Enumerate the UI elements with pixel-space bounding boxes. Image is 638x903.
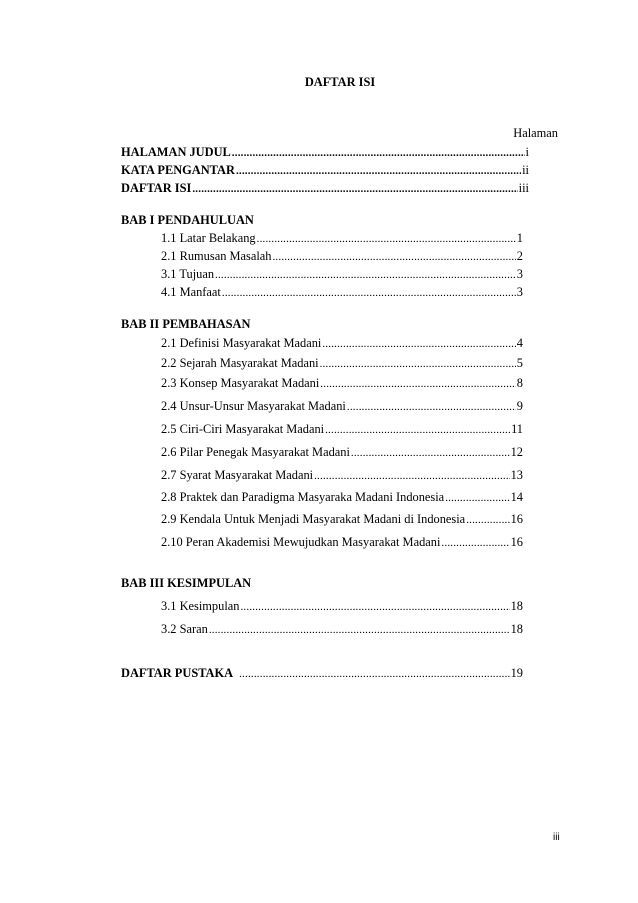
toc-entry-label: 4.1 Manfaat — [161, 285, 221, 299]
toc-entry[interactable] — [161, 283, 523, 301]
leader-dots — [320, 375, 516, 392]
toc-entry-label: 2.7 Syarat Masyarakat Madani — [161, 468, 314, 482]
leader-dots — [320, 355, 516, 372]
leader-dots — [236, 162, 521, 179]
chapter-heading[interactable]: BAB III KESIMPULAN — [121, 576, 252, 590]
toc-entry[interactable] — [161, 620, 523, 638]
chapter-heading[interactable]: BAB II PEMBAHASAN — [121, 317, 251, 331]
toc-entry[interactable] — [161, 374, 523, 392]
toc-entry-page: 2 — [516, 249, 523, 263]
toc-entry-page: 1 — [516, 231, 523, 245]
toc-entry-page: iii — [518, 181, 529, 195]
toc-entry[interactable] — [161, 354, 523, 372]
toc-entry-label: 3.1 Kesimpulan — [161, 599, 240, 613]
leader-dots — [215, 266, 516, 283]
toc-entry-label: 3.1 Tujuan — [161, 267, 215, 281]
leader-dots — [240, 598, 509, 615]
toc-entry-page: 8 — [516, 376, 523, 390]
leader-dots — [192, 180, 517, 197]
toc-entry[interactable] — [161, 510, 523, 528]
leader-dots — [272, 248, 515, 265]
toc-entry-page: 5 — [516, 356, 523, 370]
leader-dots — [445, 489, 509, 506]
leader-dots — [325, 421, 510, 438]
toc-entry[interactable] — [161, 397, 523, 415]
toc-entry[interactable] — [161, 597, 523, 615]
toc-entry-label: KATA PENGANTAR — [121, 163, 235, 177]
leader-dots — [322, 335, 515, 352]
toc-entry-page: 3 — [516, 285, 523, 299]
toc-entry-label: 3.2 Saran — [161, 622, 208, 636]
toc-entry-page: 16 — [510, 512, 523, 526]
toc-entry-page: 19 — [510, 666, 523, 680]
page-title: DAFTAR ISI — [304, 75, 376, 89]
leader-dots — [232, 144, 525, 161]
toc-entry-page: 16 — [510, 535, 523, 549]
toc-entry-label: HALAMAN JUDUL — [121, 145, 231, 159]
toc-entry[interactable] — [161, 420, 523, 438]
toc-entry-page: ii — [522, 163, 529, 177]
page-number: iii — [553, 832, 560, 843]
toc-entry-label: 2.2 Sejarah Masyarakat Madani — [161, 356, 319, 370]
toc-entry-label: 2.8 Praktek dan Paradigma Masyaraka Madani Indonesia — [161, 490, 445, 504]
toc-entry-label: DAFTAR ISI — [121, 181, 192, 195]
toc-entry-label: 2.6 Pilar Penegak Masyarakat Madani — [161, 445, 350, 459]
toc-entry-page: 4 — [516, 336, 523, 350]
toc-entry-page: 11 — [511, 422, 523, 436]
toc-entry-label: 2.10 Peran Akademisi Mewujudkan Masyarakat Madani — [161, 535, 441, 549]
leader-dots — [222, 284, 516, 301]
toc-entry-page: 14 — [510, 490, 523, 504]
toc-entry-page: 3 — [516, 267, 523, 281]
leader-dots — [209, 621, 510, 638]
toc-entry[interactable] — [121, 664, 523, 682]
leader-dots — [314, 467, 510, 484]
chapter-heading[interactable]: BAB I PENDAHULUAN — [121, 213, 254, 227]
toc-entry-page: 13 — [510, 468, 523, 482]
leader-dots — [347, 398, 516, 415]
toc-entry[interactable] — [161, 488, 523, 506]
toc-entry-label: 1.1 Latar Belakang — [161, 231, 256, 245]
leader-dots — [257, 230, 516, 247]
toc-entry-label: 2.1 Definisi Masyarakat Madani — [161, 336, 322, 350]
toc-entry[interactable] — [161, 334, 523, 352]
toc-entry-label: 2.5 Ciri-Ciri Masyarakat Madani — [161, 422, 325, 436]
toc-entry[interactable] — [161, 229, 523, 247]
toc-entry[interactable] — [161, 247, 523, 265]
toc-entry-label: 2.1 Rumusan Masalah — [161, 249, 272, 263]
toc-entry[interactable] — [161, 443, 523, 461]
toc-entry[interactable] — [121, 143, 529, 161]
toc-entry-page: 18 — [510, 599, 523, 613]
toc-entry-page: 12 — [510, 445, 523, 459]
toc-entry-page: 9 — [516, 399, 523, 413]
leader-dots — [351, 444, 510, 461]
toc-entry-label: DAFTAR PUSTAKA — [121, 666, 234, 680]
toc-entry[interactable] — [121, 161, 529, 179]
page-column-header: Halaman — [513, 126, 558, 140]
toc-entry-label: 2.4 Unsur-Unsur Masyarakat Madani — [161, 399, 346, 413]
toc-entry-label: 2.3 Konsep Masyarakat Madani — [161, 376, 320, 390]
toc-entry-page: i — [525, 145, 529, 159]
leader-dots — [466, 511, 509, 528]
toc-entry-label: 2.9 Kendala Untuk Menjadi Masyarakat Madani di Indonesia — [161, 512, 466, 526]
toc-entry[interactable] — [121, 179, 529, 197]
toc-entry[interactable] — [161, 533, 523, 551]
leader-dots — [441, 534, 509, 551]
toc-entry-page: 18 — [510, 622, 523, 636]
toc-entry[interactable] — [161, 466, 523, 484]
leader-dots — [239, 665, 510, 682]
toc-entry[interactable] — [161, 265, 523, 283]
